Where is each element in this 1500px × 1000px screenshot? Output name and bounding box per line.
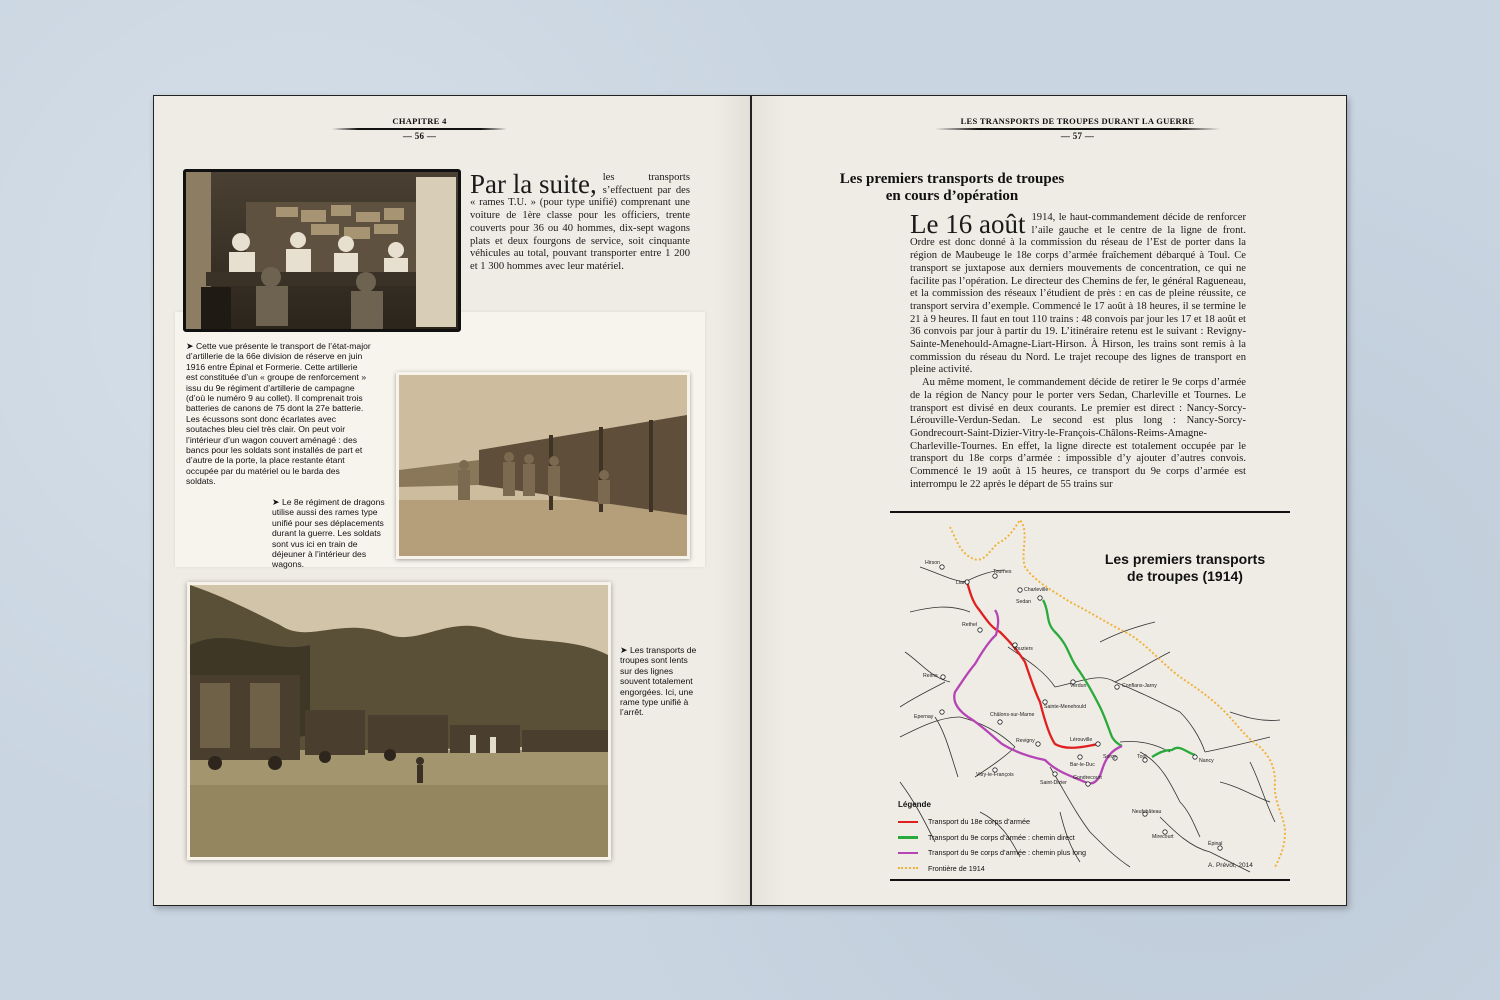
intro-paragraph <box>470 169 690 274</box>
legend-swatch-dotted <box>898 867 918 869</box>
caption-train-stopped <box>620 645 700 718</box>
town-sainte-menehould: Sainte-Menehould <box>1044 704 1087 710</box>
town-lerouville: Lérouville <box>1070 737 1093 743</box>
legend-row-frontier <box>898 861 1086 877</box>
town-tournes: Tournes <box>993 569 1012 575</box>
chapter-label: CHAPITRE 4 <box>392 116 447 126</box>
legend-row-18e <box>898 814 1086 830</box>
main-article <box>910 209 1246 491</box>
arrow-icon: ➤ <box>620 645 628 655</box>
town-gondrecourt: Gondrecourt <box>1073 775 1102 781</box>
town-sedan: Sedan <box>1016 599 1032 605</box>
paragraph-1-text: 1914, le haut-commandement décide de renforcer l’aile gauche et le centre de la ligne de front. Ordre est donc donné à la commission du réseau de l’Est de porter dans la région de Maubeuge le 18e corps d’armée fraîchement débarqué à Toul. Ce transport se juxtapose aux derniers mouvements de concentration, ce qui ne facilite pas l’opération. Le directeur des Chemins de fer, le général Ragueneau, et la commission des réseaux l’étudient de près : en cas de pleine réussite, ce transport servira d’exemple. Commencé le 17 août à 18 heures, il se termine le 21 à 9 heures. Il faut en tout 110 trains : 48 convois par jour les 17 et 18 août et 36 convois par jour à partir du 19. L’itinéraire retenu est le suivant : Revigny-Sainte-Menehould-Amagne-Liart-Hirson. À Hirson, les trains sont remis à la commission du réseau du Nord. Le trajet recoupe des lignes de transport en pleine activité. <box>910 212 1246 376</box>
town-charleville: Charleville <box>1024 587 1049 593</box>
section-title-line1: Les premiers transports de troupes <box>839 171 1065 187</box>
legend-label: Transport du 9e corps d’armée : chemin plus long <box>928 848 1086 858</box>
photo-dragoons <box>396 372 690 559</box>
town-chalons: Châlons-sur-Marne <box>990 712 1035 718</box>
caption-dragoons <box>272 497 390 570</box>
town-toul: Toul <box>1137 754 1147 760</box>
town-vouziers: Vouziers <box>1013 646 1033 652</box>
map-title <box>1085 551 1285 585</box>
map-legend <box>898 800 1086 876</box>
header-rule <box>332 128 507 130</box>
town-hirson: Hirson <box>925 560 940 566</box>
map-title-line1: Les premiers transports <box>1104 551 1266 567</box>
left-page-number: — 56 — <box>402 131 437 141</box>
header-rule <box>935 128 1220 130</box>
map-bottom-rule <box>890 879 1290 881</box>
town-mirecourt: Mirecourt <box>1152 834 1174 840</box>
right-page-header <box>935 116 1220 141</box>
map-title-line2: de troupes (1914) <box>1127 568 1243 584</box>
town-verdun: Verdun <box>1070 683 1087 689</box>
map-credit: A. Prévot, 2014 <box>1208 862 1253 869</box>
town-vitry: Vitry-le-François <box>976 772 1014 778</box>
photo-train-image <box>190 585 608 857</box>
arrow-icon: ➤ <box>272 497 280 507</box>
intro-dropcap: Par la suite, <box>470 169 597 199</box>
legend-title: Légende <box>898 800 931 809</box>
town-epinal: Épinal <box>1208 841 1223 847</box>
section-title-line2: en cours d’opération <box>885 188 1019 204</box>
legend-label: Transport du 9e corps d’armée : chemin direct <box>928 832 1075 842</box>
photo-wagon-interior-image <box>186 172 458 329</box>
town-nancy: Nancy <box>1199 758 1214 764</box>
photo-dragoons-image <box>399 375 687 556</box>
article-dropcap: Le 16 août <box>910 209 1026 239</box>
town-sorcy: Sorcy <box>1103 754 1117 760</box>
legend-row-9e-direct <box>898 830 1086 846</box>
caption-text: Le 8e régiment de dragons utilise aussi des rames type unifié pour ses déplacements durant la guerre. Les soldats sont vus ici en train de déjeuner à l’intérieur des wagons. <box>272 497 385 570</box>
running-title: LES TRANSPORTS DE TROUPES DURANT LA GUERRE <box>960 116 1195 126</box>
town-epernay: Epernay <box>914 714 934 720</box>
article-paragraph-2: Au même moment, le commandement décide de retirer le 9e corps d’armée de la région de Nancy pour le porter vers Sedan, Charleville et Tournes. Le transport est divisé en deux courants. Le premier est direct : Nancy-Sorcy-Lérouville-Verdun-Sedan. Le second est plus long : Nancy-Sorcy-Gondrecourt-Saint-Dizier-Vitry-le-François-Châlons-Reims-Amagne-Charleville-Tournes. En effet, la ligne directe est totalement occupée par le transport du 18e corps d’armée : impossible d’y ajouter d’autres convois. Commencé le 19 août à 15 heures, ce transport du 9e corps d’armée est interrompu le 22 après le départ de 55 trains sur <box>910 377 1246 490</box>
intro-text: les transports s’effectuent par des « rames T.U. » (pour type unifié) comprenant une voiture de 1ère classe pour les officiers, trente couverts pour 36 ou 40 hommes, dix-sept wagons plats et deux fourgons de service, soit cinquante véhicules au total, pouvant transporter entre 1 200 et 1 300 hommes avec leur matériel. <box>470 172 690 272</box>
route-9e-direct <box>1043 600 1195 757</box>
book-gutter <box>750 96 752 905</box>
caption-wagon-interior <box>186 341 371 487</box>
legend-label: Transport du 18e corps d’armée <box>928 817 1031 827</box>
town-conflans: Conflans-Jarny <box>1122 683 1157 689</box>
article-paragraph-1 <box>910 209 1246 377</box>
photo-wagon-interior <box>183 169 461 332</box>
legend-label: Frontière de 1914 <box>928 863 985 873</box>
town-rethel: Rethel <box>962 622 977 628</box>
town-bar-le-duc: Bar-le-Duc <box>1070 762 1095 768</box>
town-revigny: Revigny <box>1016 738 1035 744</box>
section-title <box>747 171 1157 205</box>
legend-row-9e-long <box>898 845 1086 861</box>
right-page-number: — 57 — <box>1060 131 1095 141</box>
town-neufchateau: Neufchâteau <box>1132 809 1162 815</box>
town-liart: Liart <box>956 580 967 586</box>
caption-text: Les transports de troupes sont lents sur des lignes souvent totalement engorgées. Ici, une rame type unifié à l’arrêt. <box>620 645 697 718</box>
town-saint-dizier: Saint-Dizier <box>1040 780 1067 786</box>
legend-swatch-green <box>898 836 918 839</box>
left-page-header <box>332 116 507 141</box>
photo-train-stopped <box>187 582 611 860</box>
legend-swatch-purple <box>898 852 918 855</box>
town-reims: Reims <box>923 673 938 679</box>
caption-text: Cette vue présente le transport de l’état-major d’artillerie de la 66e division de réserve en juin 1916 entre Épinal et Formerie. Cette artillerie est constituée d’un « groupe de renforcement » issu du 9e régiment d’artillerie de campagne (d’où le numéro 9 au collet). Il comprenait trois batteries de canons de 75 dont la 27e batterie. Les écussons sont donc écarlates avec soutaches bleu ciel très clair. On peut voir l’intérieur d’un wagon couvert aménagé : des bancs pour les soldats sont installés de part et d’autre de la porte, la place restante étant occupée par du matériel ou le barda des soldats. <box>186 341 371 487</box>
arrow-icon: ➤ <box>186 341 194 351</box>
legend-swatch-red <box>898 821 918 824</box>
